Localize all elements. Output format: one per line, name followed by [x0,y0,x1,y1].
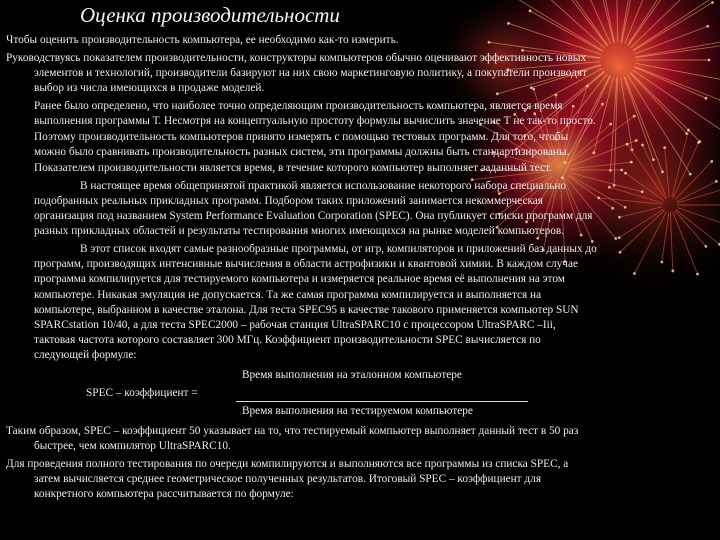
paragraph-line: В этот список входят самые разнообразные программы, от игр, компиляторов и приложений баз данных до [80,243,597,255]
paragraph-line: разных прикладных областей и результаты тестирования многих имеющихся на рынке моделей компьютеров. [34,225,565,237]
paragraph-line: компьютере. Никакая эмуляция не допускается. Та же самая программа компилируется и выполняется на [34,289,542,301]
paragraph-line: Чтобы оценить производительность компьютера, ее необходимо как-то измерить. [6,34,399,46]
paragraph-line: следующей формуле: [34,349,137,361]
paragraph-line: затем вычисляется среднее геометрическое полученных результатов. Итоговый SPEC – коэффициент для [34,473,542,485]
formula-lhs: SPEC – коэффициент = [86,387,198,399]
paragraph-line: Руководствуясь показателем производительности, конструкторы компьютеров обычно оценивают эффективность новых [6,52,587,64]
paragraph-line: конкретного компьютера рассчитывается по формуле: [34,488,294,500]
paragraph-line: тактовая частота которого составляет 300 МГц. Коэффициент производительности SPEC вычисляется по [34,334,541,346]
paragraph-line: можно было сравнивать производительность разных систем, эти программы должны быть стандартизированы. [34,146,570,158]
formula-denominator: Время выполнения на тестируемом компьютере [242,405,473,417]
formula-numerator: Время выполнения на эталонном компьютере [242,369,462,381]
paragraph-line: Поэтому производительность компьютеров принято измерять с помощью тестовых программ. Для того, чтобы [34,131,569,143]
paragraph-line: Показателем производительности является время, в течение которого компьютер выполняет заданный тест. [34,162,552,174]
formula-fraction-bar [236,401,528,402]
paragraph-line: SPARCstation 10/40, а для теста SPEC2000 – рабочая станция UltraSPARC10 с процессором UltraSPARC –Iii, [34,319,556,331]
paragraph-line: выбор из числа имеющихся в продаже моделей. [34,82,265,94]
paragraph-line: программ, производящих интенсивные вычисления в области астрофизики и квантовой химии. В каждом случае [34,258,578,270]
paragraph-line: подобранных реальных прикладных программ. Подбором таких приложений занимается некоммерческая [34,195,543,207]
paragraph-line: Для проведения полного тестирования по очереди компилируются и выполняются все программы из списка SPEC, а [6,458,569,470]
paragraph-line: выполнения программы Т. Несмотря на концептуальную простоту формулы вычислить значение Т не так-то просто. [34,115,596,127]
paragraph-line: компьютере, выбранном в качестве эталона. Для теста SPEC95 в качестве такового применяется компьютер SUN [34,304,579,316]
paragraph-line: Таким образом, SPEC – коэффициент 50 указывает на то, что тестируемый компьютер выполняет данный тест в 50 раз [6,425,579,437]
paragraph-line: элементов и технологий, производители базируют на них свою маркетинговую политику, а покупатели производят [34,67,587,79]
paragraph-line: Ранее было определено, что наиболее точно определяющим производительность компьютера, является время [34,100,563,112]
paragraph-line: быстрее, чем компилятор UltraSPARC10. [34,440,231,452]
paragraph-line: организация под названием System Performance Evaluation Corporation (SPEC). Она публикует списки программ для [34,210,593,222]
slide-title: Оценка производительности [80,3,340,27]
paragraph-line: В настоящее время общепринятой практикой является использование некоторого набора специально [80,180,567,192]
paragraph-line: программа компилируется для тестируемого компьютера и измеряется реальное время её выполнения на этом [34,273,565,285]
